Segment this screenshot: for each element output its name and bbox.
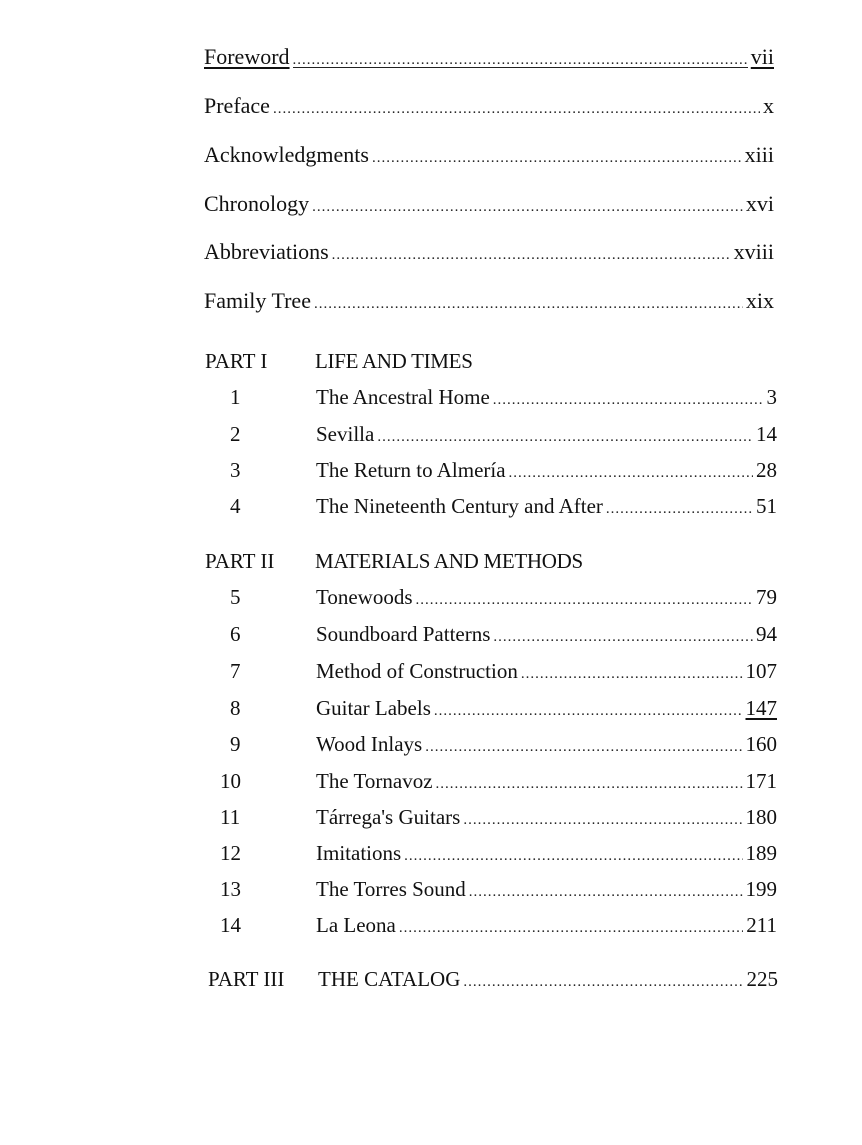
leader-dots bbox=[493, 392, 764, 409]
entry-title: Sevilla bbox=[316, 422, 375, 446]
part-heading-1 bbox=[205, 349, 775, 374]
entry-page: xviii bbox=[733, 239, 774, 264]
entry-page: vii bbox=[750, 44, 774, 69]
leader-dots bbox=[273, 101, 760, 118]
part-title: THE CATALOG bbox=[318, 967, 461, 991]
entry-page: 189 bbox=[745, 841, 777, 865]
entry-page: 211 bbox=[746, 913, 777, 937]
part-heading-2 bbox=[205, 549, 775, 574]
entry-title: Soundboard Patterns bbox=[316, 622, 491, 646]
chapter-number: 1 bbox=[230, 385, 241, 409]
toc-entry-chapter-8[interactable] bbox=[206, 696, 777, 721]
chapter-number: 2 bbox=[230, 422, 241, 446]
leader-dots bbox=[332, 247, 731, 264]
chapter-number: 11 bbox=[220, 805, 241, 829]
entry-page: xiii bbox=[744, 142, 774, 167]
chapter-number: 3 bbox=[230, 458, 241, 482]
leader-dots bbox=[606, 501, 753, 518]
toc-entry-chapter-10[interactable] bbox=[206, 769, 777, 794]
entry-title: The Torres Sound bbox=[316, 877, 466, 901]
toc-entry-foreword[interactable] bbox=[204, 44, 774, 70]
entry-title: Preface bbox=[204, 93, 270, 118]
toc-entry-chapter-6[interactable] bbox=[206, 622, 777, 647]
entry-title: Tonewoods bbox=[316, 585, 413, 609]
toc-entry-chapter-2[interactable] bbox=[206, 422, 777, 447]
chapter-number: 6 bbox=[230, 622, 241, 646]
toc-entry-chapter-9[interactable] bbox=[206, 732, 777, 757]
leader-dots bbox=[493, 629, 753, 646]
entry-title: Wood Inlays bbox=[316, 732, 423, 756]
leader-dots bbox=[425, 739, 742, 756]
toc-entry-part-3[interactable] bbox=[208, 967, 778, 992]
leader-dots bbox=[521, 666, 743, 683]
entry-page: 79 bbox=[756, 585, 777, 609]
entry-page: 199 bbox=[745, 877, 777, 901]
leader-dots bbox=[399, 920, 743, 937]
toc-entry-chapter-14[interactable] bbox=[206, 913, 777, 938]
leader-dots bbox=[463, 974, 743, 991]
entry-title: Family Tree bbox=[204, 288, 311, 313]
entry-page: xix bbox=[745, 288, 774, 313]
entry-title: The Nineteenth Century and After bbox=[316, 494, 603, 518]
entry-page: 94 bbox=[756, 622, 777, 646]
toc-entry-chapter-11[interactable] bbox=[206, 805, 777, 830]
entry-title: Foreword bbox=[204, 44, 290, 69]
toc-entry-chapter-12[interactable] bbox=[206, 841, 777, 866]
leader-dots bbox=[372, 150, 742, 167]
leader-dots bbox=[436, 776, 743, 793]
entry-title: The Tornavoz bbox=[316, 769, 433, 793]
leader-dots bbox=[314, 296, 743, 313]
entry-title: Imitations bbox=[316, 841, 402, 865]
entry-page: 107 bbox=[745, 659, 777, 683]
entry-page: 171 bbox=[745, 769, 777, 793]
chapter-number: 10 bbox=[220, 769, 241, 793]
entry-title: Abbreviations bbox=[204, 239, 329, 264]
entry-page: 3 bbox=[766, 385, 777, 409]
entry-page: 180 bbox=[745, 805, 777, 829]
chapter-number: 14 bbox=[220, 913, 241, 937]
leader-dots bbox=[293, 52, 748, 69]
toc-entry-chapter-13[interactable] bbox=[206, 877, 777, 902]
toc-entry-preface[interactable] bbox=[204, 93, 774, 119]
toc-entry-chapter-4[interactable] bbox=[206, 494, 777, 519]
leader-dots bbox=[416, 592, 753, 609]
leader-dots bbox=[469, 884, 743, 901]
leader-dots bbox=[404, 848, 742, 865]
entry-page: x bbox=[763, 93, 774, 118]
leader-dots bbox=[312, 199, 743, 216]
toc-entry-chronology[interactable] bbox=[204, 191, 774, 217]
toc-entry-acknowledgments[interactable] bbox=[204, 142, 774, 168]
entry-page: 225 bbox=[746, 967, 778, 991]
part-label: PART III bbox=[208, 967, 285, 991]
leader-dots bbox=[377, 429, 753, 446]
part-title: LIFE AND TIMES bbox=[315, 349, 473, 373]
entry-title: Tárrega's Guitars bbox=[316, 805, 461, 829]
entry-title: The Ancestral Home bbox=[316, 385, 490, 409]
toc-entry-family-tree[interactable] bbox=[204, 288, 774, 314]
toc-entry-abbreviations[interactable] bbox=[204, 239, 774, 265]
chapter-number: 13 bbox=[220, 877, 241, 901]
toc-entry-chapter-7[interactable] bbox=[206, 659, 777, 684]
toc-entry-chapter-1[interactable] bbox=[206, 385, 777, 410]
entry-title: Method of Construction bbox=[316, 659, 518, 683]
entry-title: The Return to Almería bbox=[316, 458, 506, 482]
entry-page: xvi bbox=[745, 191, 774, 216]
entry-page: 147 bbox=[745, 696, 777, 720]
part-label: PART II bbox=[205, 549, 275, 573]
leader-dots bbox=[509, 465, 753, 482]
entry-title: Acknowledgments bbox=[204, 142, 369, 167]
entry-page: 28 bbox=[756, 458, 777, 482]
chapter-number: 8 bbox=[230, 696, 241, 720]
leader-dots bbox=[434, 703, 743, 720]
chapter-number: 5 bbox=[230, 585, 241, 609]
entry-title: La Leona bbox=[316, 913, 396, 937]
chapter-number: 12 bbox=[220, 841, 241, 865]
entry-page: 160 bbox=[745, 732, 777, 756]
chapter-number: 9 bbox=[230, 732, 241, 756]
chapter-number: 7 bbox=[230, 659, 241, 683]
leader-dots bbox=[463, 812, 742, 829]
part-label: PART I bbox=[205, 349, 268, 373]
entry-title: Chronology bbox=[204, 191, 310, 216]
chapter-number: 4 bbox=[230, 494, 241, 518]
toc-entry-chapter-5[interactable] bbox=[206, 585, 777, 610]
entry-page: 14 bbox=[756, 422, 777, 446]
toc-entry-chapter-3[interactable] bbox=[206, 458, 777, 483]
entry-page: 51 bbox=[756, 494, 777, 518]
entry-title: Guitar Labels bbox=[316, 696, 431, 720]
part-title: MATERIALS AND METHODS bbox=[315, 549, 583, 573]
